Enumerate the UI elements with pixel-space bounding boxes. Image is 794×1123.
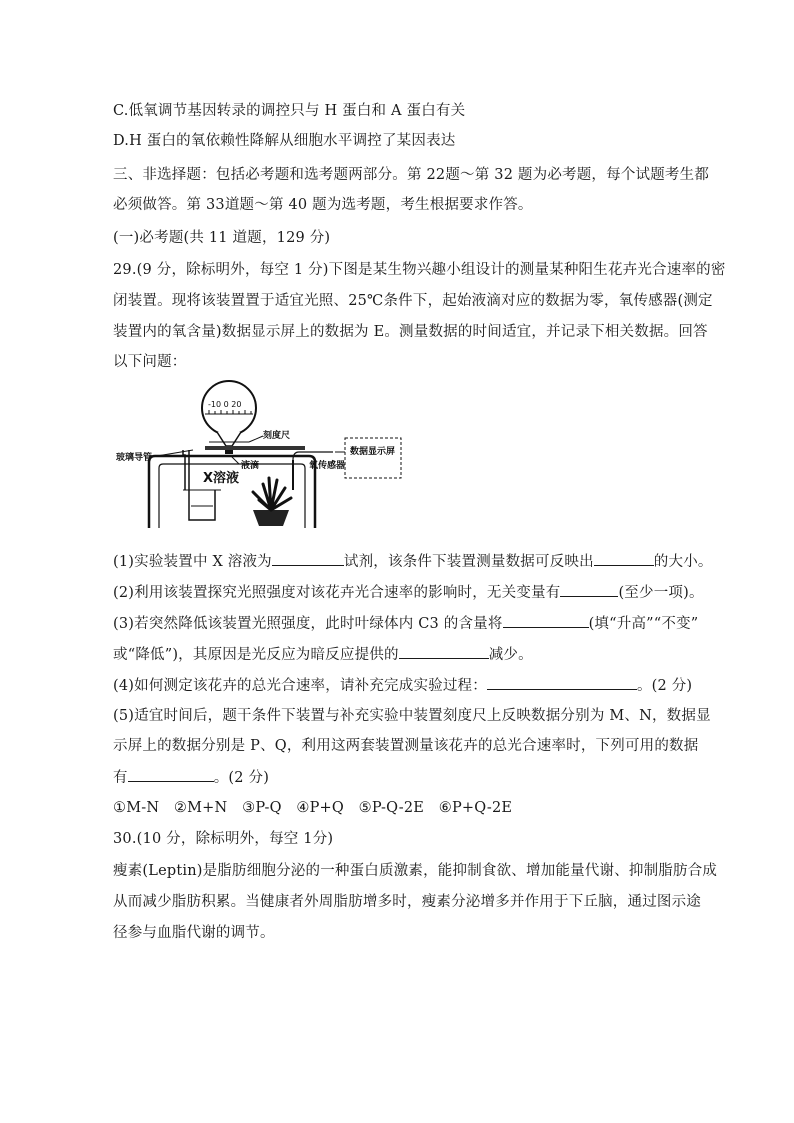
answer-blank[interactable]: [272, 551, 344, 566]
q29-3-cont: [113, 644, 533, 665]
answer-blank[interactable]: [487, 675, 637, 690]
scale-text: -10 0 20: [208, 400, 242, 409]
q1-text-a: (1)实验装置中 X 溶液为: [113, 554, 272, 570]
q4-text-b: 。(2 分): [636, 678, 693, 694]
q29-stem-4: 以下问题：: [113, 354, 187, 370]
ruler-label: 刻度尺: [263, 431, 291, 441]
droplet: [225, 450, 233, 454]
q29-5-cont: 示屏上的数据分别是 P、Q，利用这两套装置测量该花卉的总光合速率时，下列可用的数据: [113, 738, 699, 754]
q4-text-a: (4)如何测定该花卉的总光合速率，请补充完成实验过程：: [113, 678, 487, 694]
q29-1: [113, 551, 713, 572]
droplet-label: 液滴: [241, 461, 260, 471]
section-heading: 三、非选择题：包括必考题和选考题两部分。第 22题～第 32 题为必考题，每个试题考生都: [113, 167, 710, 183]
q3-text-c: 或“降低”)，其原因是光反应为暗反应提供的: [113, 647, 399, 663]
q30-stem-3: 径参与血脂代谢的调节。: [113, 925, 275, 941]
q29-stem-2: 闭装置。现将该装置置于适宜光照、25℃条件下，起始液滴对应的数据为零，氧传感器(测定: [113, 293, 713, 309]
answer-blank[interactable]: [594, 551, 654, 566]
q30-stem-2: 从而减少脂肪积累。当健康者外周脂肪增多时，瘦素分泌增多并作用于下丘脑，通过图示途: [113, 894, 701, 910]
q5-text-c: 有: [113, 770, 128, 786]
display-screen: [345, 438, 401, 478]
answer-blank[interactable]: [399, 644, 489, 659]
q3-text-a: (3)若突然降低该装置光照强度，此时叶绿体内 C3 的含量将: [113, 616, 503, 632]
q29-5-blank-line: [113, 767, 269, 788]
q1-text-c: 的大小。: [653, 554, 713, 570]
q29-5-options: ①M-N ②M+N ③P-Q ④P+Q ⑤P-Q-2E ⑥P+Q-2E: [113, 800, 513, 816]
q29-2: [113, 582, 704, 603]
q29-stem-1: 29.(9 分，除标明外，每空 1 分)下图是某生物兴趣小组设计的测量某种阳生花卉光合速率的密: [113, 262, 726, 278]
q30-heading: 30.(10 分，除标明外，每空 1分): [113, 831, 334, 847]
potted-plant: [253, 478, 291, 526]
q5-text-d: 。(2 分): [213, 770, 270, 786]
q2-text-b: (至少一项)。: [618, 585, 704, 601]
q29-4: [113, 675, 692, 696]
q2-text-a: (2)利用该装置探究光照强度对该花卉光合速率的影响时，无关变量有: [113, 585, 561, 601]
q3-text-b: (填“升高”“不变”: [588, 616, 699, 632]
beaker: [189, 490, 215, 520]
q1-text-b: 试剂，该条件下装置测量数据可反映出: [343, 554, 594, 570]
q30-stem-1: 瘦素(Leptin)是脂肪细胞分泌的一种蛋白质激素，能抑制食欲、增加能量代谢、抑制脂肪合成: [113, 863, 718, 879]
glass-tube-label: 玻璃导管: [116, 453, 153, 463]
x-solution-label: X溶液: [203, 471, 240, 486]
required-heading: (一)必考题(共 11 道题，129 分): [113, 230, 331, 246]
q3-text-d: 减少。: [488, 647, 533, 663]
apparatus-diagram: [113, 380, 413, 530]
o2-sensor-label: 氧传感器: [309, 461, 346, 471]
option-c: C.低氧调节基因转录的调控只与 H 蛋白和 A 蛋白有关: [113, 103, 466, 119]
q29-stem-3: 装置内的氧含量)数据显示屏上的数据为 E。测量数据的时间适宜，并记录下相关数据。回答: [113, 324, 708, 340]
answer-blank[interactable]: [560, 582, 618, 597]
option-d: D.H 蛋白的氧依赖性降解从细胞水平调控了某因表达: [113, 133, 456, 149]
answer-blank[interactable]: [503, 613, 589, 628]
q29-5: (5)适宜时间后，题干条件下装置与补充实验中装置刻度尺上反映数据分别为 M、N，数据显: [113, 708, 711, 724]
section-heading-cont: 必须做答。第 33道题～第 40 题为选考题，考生根据要求作答。: [113, 197, 533, 213]
answer-blank[interactable]: [128, 767, 214, 782]
ruler-bar: [205, 446, 305, 450]
display-label: 数据显示屏: [350, 447, 396, 457]
q29-3: [113, 613, 698, 634]
sealed-container: [149, 456, 315, 528]
